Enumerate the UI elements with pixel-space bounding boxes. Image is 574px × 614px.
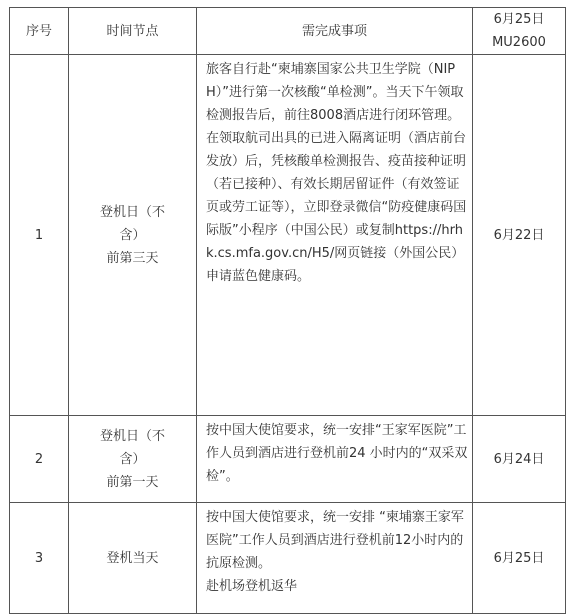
table-row xyxy=(10,55,566,416)
header-date-flight xyxy=(473,8,566,55)
schedule-table xyxy=(9,7,566,614)
row-tasks xyxy=(197,503,473,614)
row-time-node xyxy=(69,503,197,614)
row-date: 6月22日 xyxy=(473,55,566,416)
table-row xyxy=(10,503,566,614)
time-node-line: 登机日（不 xyxy=(99,428,165,444)
task-paragraph: 赴机场登机返华 xyxy=(206,579,298,594)
header-row xyxy=(10,8,566,55)
row-date: 6月24日 xyxy=(473,416,566,503)
row-time-node xyxy=(69,416,197,503)
time-node-line: 前第三天 xyxy=(106,250,159,266)
time-node-line: 前第一天 xyxy=(106,474,159,490)
header-time-node: 时间节点 xyxy=(69,8,197,55)
row-time-node xyxy=(69,55,197,416)
row-seq: 3 xyxy=(10,503,69,614)
task-paragraph: 按中国大使馆要求，统一安排 “柬埔寨王家军医院”工作人员到酒店进行登机前12小时内的抗原检测。 xyxy=(206,510,464,571)
row-seq: 2 xyxy=(10,416,69,503)
row-tasks xyxy=(197,55,473,416)
time-node-line: 登机当天 xyxy=(106,550,159,566)
row-tasks xyxy=(197,416,473,503)
header-tasks: 需完成事项 xyxy=(197,8,473,55)
header-date: 6月25日 xyxy=(493,12,545,27)
header-seq: 序号 xyxy=(10,8,69,55)
row-date: 6月25日 xyxy=(473,503,566,614)
task-paragraph: 旅客自行赴“柬埔寨国家公共卫生学院（NIPH）”进行第一次核酸“单检测”。当天下午领取检测报告后，前往8008酒店进行闭环管理。 xyxy=(206,62,464,123)
time-node-line: 登机日（不 xyxy=(99,204,165,220)
time-node-line: 含） xyxy=(119,227,146,243)
task-paragraph: 在领取航司出具的已进入隔离证明（酒店前台发放）后，凭核酸单检测报告、疫苗接种证明（若已接种）、有效长期居留证件（有效签证页或劳工证等），立即登录微信“防疫健康码国际版”小程序（中国公民）或复制https://hrhk.cs.mfa.gov.cn/H5/网页链接（外国公民）申请蓝色健康码。 xyxy=(206,131,467,284)
header-flight: MU2600 xyxy=(492,35,546,50)
table-row xyxy=(10,416,566,503)
task-paragraph: 按中国大使馆要求，统一安排“王家军医院”工作人员到酒店进行登机前24 小时内的“双采双检”。 xyxy=(206,423,468,484)
row-seq: 1 xyxy=(10,55,69,416)
time-node-line: 含） xyxy=(119,451,146,467)
